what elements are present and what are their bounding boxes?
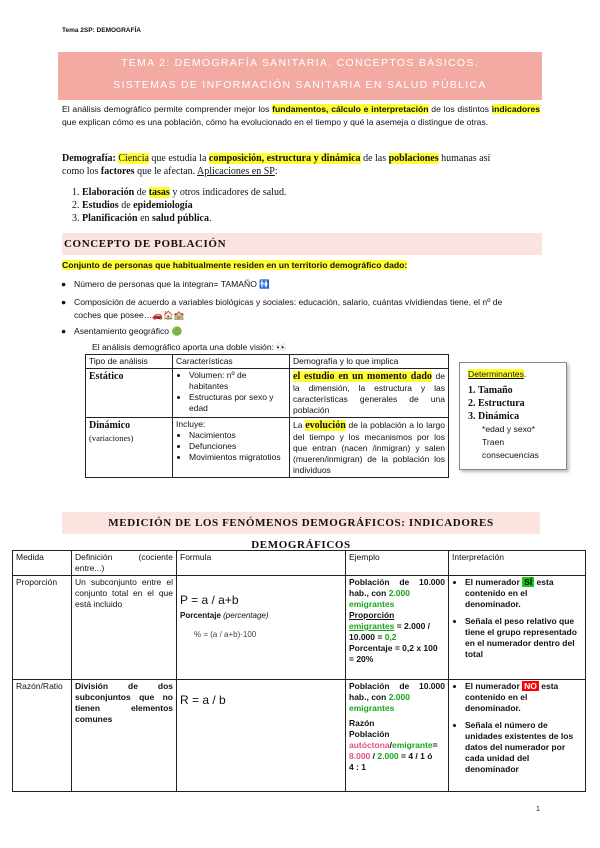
si-badge: SÍ (524, 577, 533, 587)
eyes-icon: 👀 (276, 342, 288, 352)
analysis-table (85, 354, 449, 478)
banner-line-2: SISTEMAS DE INFORMACIÓN SANITARIA EN SALUD PÚBLICA (113, 79, 487, 91)
no-badge: NO (524, 681, 537, 691)
intro-paragraph: El análisis demográfico permite comprender mejor los fundamentos, cálculo e interpretación de los distintos indicadores que explican cómo es una población, cómo ha evolucionado en el tiempo y qué la asemeja o distingue de otras. (62, 104, 541, 127)
globe-icon: 🟢 (171, 326, 183, 336)
list-item: 1. Elaboración de tasas y otros indicadores de salud. (72, 187, 287, 198)
section-heading-poblacion: CONCEPTO DE POBLACIÓN (62, 233, 542, 255)
list-item: 3. Dinámica (468, 411, 520, 422)
table-row: Dinámico (variaciones) Incluye: • Nacimientos • Defunciones • Movimientos migratotios La evolución de la población a lo largo del tiempo y los mecanismos por los que entran (nacen /inmigran) y salen (mueren/inmigran) de la población los individuos (86, 418, 449, 478)
indicators-table (12, 550, 586, 792)
population-bullet-3: ● Asentamiento geográfico 🟢 (61, 326, 183, 336)
table-row: Proporción Un subconjunto entre el conjunto total en el que está incluido P = a / a+b Porcentaje (percentage) % = (a / a+b)·100 Población de 10.000 hab., con 2.000 emigrantes Proporción emigrantes = 2.000 / 10.000 = 0,2 Porcentaje = 0,2 x 100 = 20% • El numerador SÍ esta contenido en el denominador. • Señala el peso relativo que tiene el grupo representado en el numerador dentro del total (13, 576, 586, 680)
table-row: Medida Definición (cociente entre...) Formula Ejemplo Interpretación (13, 551, 586, 576)
title-banner (58, 52, 542, 100)
list-item: 3. Planificación en salud pública. (72, 213, 212, 224)
population-definition: Conjunto de personas que habitualmente residen en un territorio demográfico dado: (62, 260, 408, 270)
list-item: 1. Tamaño (468, 385, 513, 396)
table-row: Estático • Volumen: nº de habitantes • Estructuras por sexo y edad el estudio en un momento dado de la dimensión, la estructura y las características generales de una población (86, 369, 449, 418)
list-item: 2. Estudios de epidemiología (72, 200, 193, 211)
highlight-indicadores: indicadores (491, 104, 541, 114)
highlight-fundamentos: fundamentos, cálculo e interpretación (272, 104, 429, 114)
demografia-definition: Demografía: Ciencia que estudia la composición, estructura y dinámica de las poblaciones humanas así como los factores que le afectan. Aplicaciones en SP: (62, 153, 491, 177)
page-number: 1 (536, 806, 540, 813)
table-row: Razón/Ratio División de dos subconjuntos que no tienen elementos comunes R = a / b Población de 10.000 hab., con 2.000 emigrantes Razón Población autóctona/emigrante= 8.000 / 2.000 = 4 / 1 ó 4 : 1 • El numerador NO esta contenido en el denominador. • Señala el número de unidades existentes de los datos del numerador por cada unidad del denominador (13, 680, 586, 792)
population-bullet-2: ● Composición de acuerdo a variables biológicas y sociales: educación, salario, cuántas vividiendas tiene, el nº de coches que posee…🚗🏠🏫 (61, 297, 503, 320)
applications-list (72, 186, 532, 225)
banner-line-1: TEMA 2: DEMOGRAFÍA SANITARIA. CONCEPTOS BÁSICOS. (121, 57, 479, 69)
section-heading-indicadores: MEDICIÓN DE LOS FENÓMENOS DEMOGRÁFICOS: INDICADORES DEMOGRÁFICOS (62, 512, 540, 534)
bullet-icon: ● (61, 297, 67, 307)
dual-view-text: El análisis demográfico aporta una doble visión: 👀 (92, 342, 288, 352)
table-row: Tipo de análisis Características Demografía y lo que implica (86, 355, 449, 369)
doc-header: Tema 2SP: DEMOGRAFÍA (62, 27, 141, 34)
restroom-icon: 🚻 (259, 279, 270, 289)
aplicaciones-link: Aplicaciones en SP (197, 166, 275, 177)
list-item: 2. Estructura (468, 398, 525, 409)
car-house-school-icon: 🚗🏠🏫 (152, 310, 185, 320)
population-bullet-1: ● Número de personas que la integran= TAMAÑO 🚻 (61, 279, 270, 289)
bullet-icon: ● (61, 326, 67, 336)
bullet-icon: ● (61, 279, 67, 289)
determinants-box: Determinantes. 1. Tamaño 2. Estructura 3. Dinámica *edad y sexo* Traen consecuencias (459, 362, 567, 470)
